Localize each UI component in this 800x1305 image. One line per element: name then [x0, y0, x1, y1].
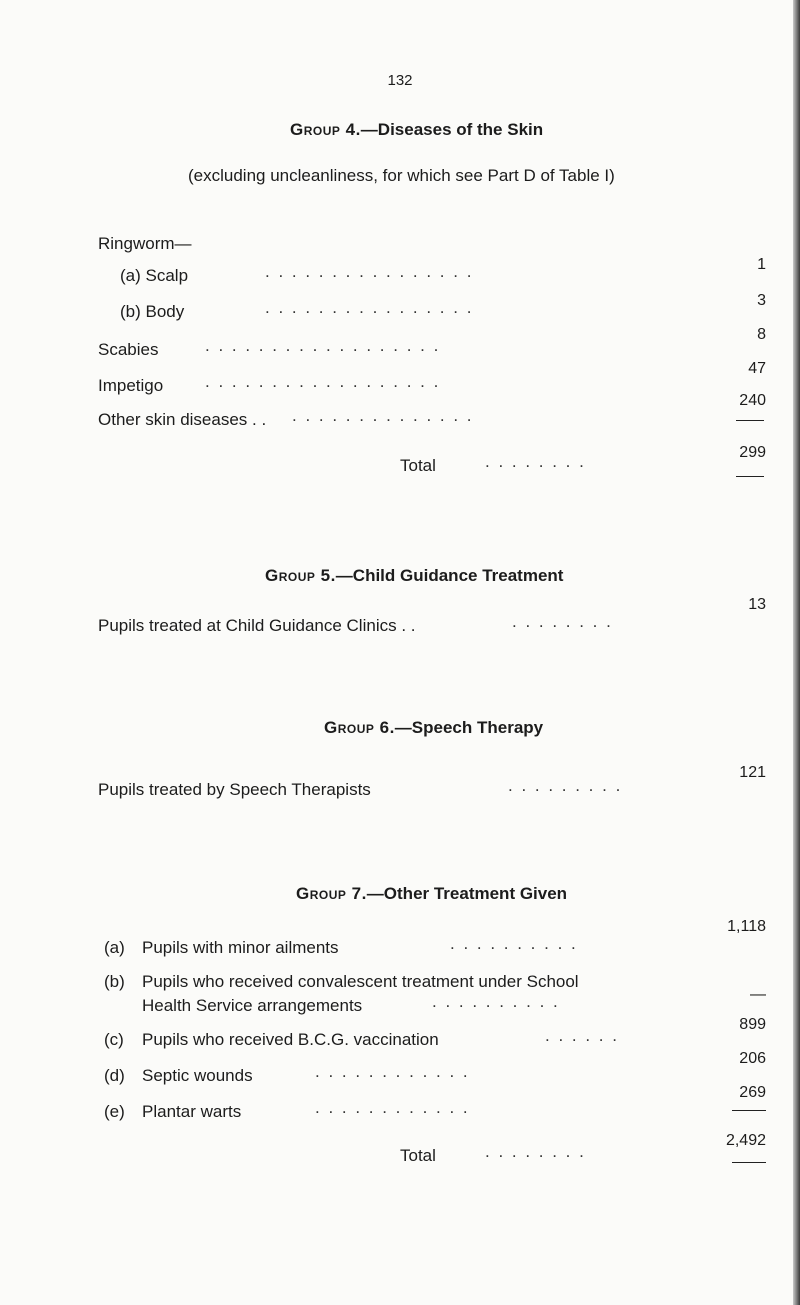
row-b-letter: (b) [104, 972, 125, 991]
group7-total-label: Total [400, 1146, 436, 1165]
row-e-value: 269 [739, 1084, 766, 1101]
group7-subtotal-rule [732, 1110, 766, 1111]
group7-heading-prefix: Group 7. [296, 884, 367, 903]
row-scalp-value: 1 [757, 256, 766, 273]
row-d-label: Septic wounds [142, 1066, 253, 1085]
row-d-dots: . . . . . . . . . . . . [315, 1062, 470, 1081]
row-a-letter: (a) [104, 938, 125, 957]
row-e-dots: . . . . . . . . . . . . [315, 1098, 470, 1117]
group4-total-dots: . . . . . . . . [485, 452, 586, 471]
row-scabies-value: 8 [757, 326, 766, 343]
speech-therapy-label: Pupils treated by Speech Therapists [98, 780, 371, 799]
row-c-label: Pupils who received B.C.G. vaccination [142, 1030, 439, 1049]
row-e-label: Plantar warts [142, 1102, 242, 1121]
group7-total-rule [732, 1162, 766, 1163]
row-b-value: — [750, 986, 766, 1003]
row-body-dots: . . . . . . . . . . . . . . . . [265, 298, 474, 317]
row-e-letter: (e) [104, 1102, 125, 1121]
row-a-label: Pupils with minor ailments [142, 938, 339, 957]
row-body-label: (b) Body [120, 302, 185, 321]
child-guidance-label: Pupils treated at Child Guidance Clinics . . [98, 616, 416, 635]
row-scalp-label: (a) Scalp [120, 266, 189, 285]
row-impetigo-dots: . . . . . . . . . . . . . . . . . . [205, 372, 441, 391]
group7-heading-main: —Other Treatment Given [366, 884, 568, 903]
group4-subtitle: (excluding uncleanliness, for which see Part D of Table I) [188, 166, 615, 185]
row-c-value: 899 [739, 1016, 766, 1033]
row-b-dots: . . . . . . . . . . [432, 992, 560, 1011]
row-d-value: 206 [739, 1050, 766, 1067]
page-number: 132 [387, 72, 413, 89]
page-edge [793, 0, 800, 1305]
speech-therapy-value: 121 [739, 764, 766, 781]
child-guidance-dots: . . . . . . . . [512, 612, 613, 631]
group7-total-dots: . . . . . . . . [485, 1142, 586, 1161]
row-body-value: 3 [757, 292, 766, 309]
ringworm-label: Ringworm— [98, 234, 192, 253]
row-impetigo-label: Impetigo [98, 376, 164, 395]
row-scabies-dots: . . . . . . . . . . . . . . . . . . [205, 336, 441, 355]
group6-heading-prefix: Group 6. [324, 718, 395, 737]
group4-heading-prefix: Group 4. [290, 120, 361, 139]
row-impetigo-value: 47 [748, 360, 766, 377]
group4-subtotal-rule [736, 420, 764, 421]
group6-heading [324, 718, 543, 738]
row-other-skin-dots: . . . . . . . . . . . . . . [292, 406, 474, 425]
child-guidance-value: 13 [748, 596, 766, 613]
group4-heading-main: —Diseases of the Skin [360, 120, 544, 139]
row-b-label: Pupils who received convalescent treatment under School [142, 972, 579, 991]
row-a-dots: . . . . . . . . . . [450, 934, 578, 953]
row-scabies-label: Scabies [98, 340, 159, 359]
group4-total-label: Total [400, 456, 436, 475]
group5-heading-main: —Child Guidance Treatment [335, 566, 564, 585]
group4-total-value: 299 [739, 444, 766, 461]
group6-heading-main: —Speech Therapy [394, 718, 544, 737]
group7-total-value: 2,492 [725, 1132, 766, 1149]
row-other-skin-label: Other skin diseases . . [98, 410, 267, 429]
group7-heading [296, 884, 567, 904]
row-other-skin-value: 240 [739, 392, 766, 409]
row-b-label-cont: Health Service arrangements [142, 996, 363, 1015]
group4-total-rule [736, 476, 764, 477]
row-c-dots: . . . . . . [545, 1026, 619, 1045]
group5-heading [265, 566, 563, 586]
group5-heading-prefix: Group 5. [265, 566, 336, 585]
row-d-letter: (d) [104, 1066, 125, 1085]
row-c-letter: (c) [104, 1030, 124, 1049]
row-a-value: 1,118 [727, 918, 766, 935]
speech-therapy-dots: . . . . . . . . . [508, 776, 623, 795]
row-scalp-dots: . . . . . . . . . . . . . . . . [265, 262, 474, 281]
group4-heading [290, 120, 543, 140]
